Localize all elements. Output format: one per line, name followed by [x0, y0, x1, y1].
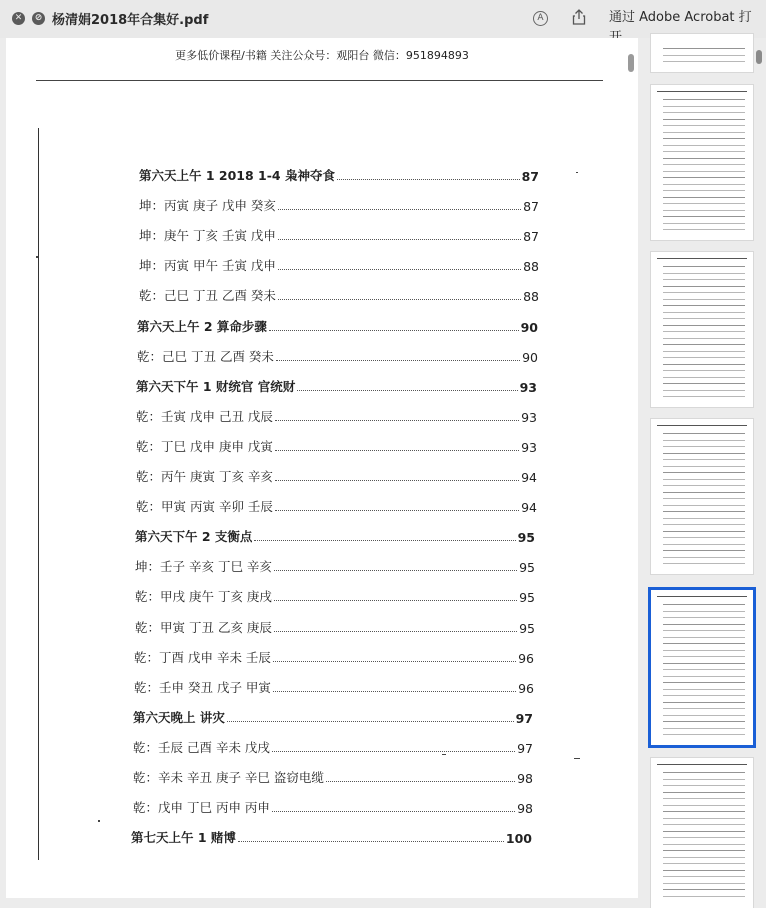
thumbnail-text-line: [663, 663, 745, 664]
toc-page-number: 97: [517, 740, 533, 756]
toc-row: [135, 555, 535, 575]
thumbnail-text-line: [663, 702, 745, 703]
toc-row: [135, 525, 535, 545]
toc-page-number: 94: [521, 500, 537, 516]
thumbnail-text-line: [663, 876, 745, 877]
toc-entry-label: 坤：庚午 丁亥 壬寅 戊申: [139, 228, 276, 244]
toc-page-number: 93: [521, 439, 537, 455]
toc-dot-leader: [297, 389, 517, 391]
thumbnail-text-line: [663, 338, 745, 339]
toc-entry-label: 第七天上午 1 赌博: [131, 830, 236, 846]
thumbnail-header-line: [657, 425, 747, 426]
toc-dot-leader: [273, 660, 516, 662]
toc-dot-leader: [326, 780, 515, 782]
thumbnail-text-line: [663, 518, 745, 519]
thumbnail-text-line: [663, 164, 745, 165]
thumbnail-text-line: [663, 708, 745, 709]
thumbnail-text-line: [663, 292, 745, 293]
thumbnail-text-line: [663, 197, 745, 198]
scan-speck: [98, 820, 100, 822]
toc-page-number: 93: [519, 379, 537, 395]
scan-speck: [442, 754, 446, 755]
thumbnail-text-line: [663, 492, 745, 493]
block-icon[interactable]: ⊘: [32, 12, 45, 25]
thumbnail-text-line: [663, 498, 745, 499]
thumbnail-text-line: [663, 364, 745, 365]
toc-row: [139, 224, 539, 244]
thumbnail-text-line: [663, 857, 745, 858]
thumbnail-text-line: [663, 273, 745, 274]
page-thumbnail[interactable]: [651, 34, 753, 72]
thumbnail-text-line: [663, 656, 745, 657]
toc-dot-leader: [278, 238, 521, 240]
thumbnail-text-line: [663, 689, 745, 690]
toc-row: [134, 676, 534, 696]
toc-row: [139, 254, 539, 274]
thumbnail-text-line: [663, 286, 745, 287]
thumbnail-text-line: [663, 216, 745, 217]
thumbnail-text-line: [663, 433, 745, 434]
toc-dot-leader: [227, 720, 514, 722]
thumbnail-text-line: [663, 312, 745, 313]
thumbnail-text-line: [663, 325, 745, 326]
thumbnail-text-line: [663, 824, 745, 825]
thumbnail-text-line: [663, 550, 745, 551]
toc-row: [135, 585, 535, 605]
thumbnail-text-line: [663, 728, 745, 729]
thumbnail-text-line: [663, 650, 745, 651]
thumbnail-text-line: [663, 106, 745, 107]
thumbnail-text-line: [663, 792, 745, 793]
page-thumbnail[interactable]: [651, 590, 753, 745]
toc-row: [137, 315, 538, 335]
thumbnail-sidebar[interactable]: [640, 38, 766, 905]
pdf-page-view[interactable]: [6, 38, 638, 898]
thumbnail-text-line: [663, 818, 745, 819]
toc-dot-leader: [274, 599, 517, 601]
toc-entry-label: 第六天下午 1 财统官 官统财: [136, 378, 296, 394]
thumbnail-text-line: [663, 505, 745, 506]
thumbnail-text-line: [663, 99, 745, 100]
thumbnail-text-line: [663, 896, 745, 897]
thumbnail-text-line: [663, 557, 745, 558]
thumbnail-text-line: [663, 357, 745, 358]
toc-entry-label: 乾：辛未 辛丑 庚子 辛巳 盗窃电缆: [133, 770, 324, 785]
toc-dot-leader: [238, 840, 504, 842]
thumbnail-text-line: [663, 544, 745, 545]
toc-dot-leader: [278, 208, 521, 210]
toc-row: [136, 405, 537, 425]
toc-dot-leader: [278, 298, 521, 300]
toc-page-number: 100: [505, 831, 532, 847]
thumbnail-text-line: [663, 883, 745, 884]
thumbnail-text-line: [663, 138, 745, 139]
thumbnail-text-line: [663, 377, 745, 378]
toc-dot-leader: [254, 539, 515, 541]
toc-page-number: 87: [521, 169, 539, 184]
thumbnail-text-line: [663, 344, 745, 345]
thumbnail-text-line: [663, 563, 745, 564]
thumbnail-text-line: [663, 511, 745, 512]
thumbnail-text-line: [663, 119, 745, 120]
thumbnail-text-line: [663, 459, 745, 460]
thumbnail-text-line: [663, 889, 745, 890]
thumbnail-text-line: [663, 624, 745, 625]
toc-row: [139, 284, 539, 304]
thumbnail-text-line: [663, 171, 745, 172]
thumbnail-header-line: [657, 258, 747, 259]
close-icon[interactable]: ✕: [12, 12, 25, 25]
thumbnail-text-line: [663, 383, 745, 384]
thumbnail-text-line: [663, 223, 745, 224]
toc-row: [131, 826, 532, 846]
thumbnail-text-line: [663, 279, 745, 280]
thumbnail-text-line: [663, 831, 745, 832]
scan-speck: [574, 758, 580, 759]
thumbnail-text-line: [663, 177, 745, 178]
thumbnail-text-line: [663, 779, 745, 780]
toc-page-number: 95: [519, 560, 535, 576]
toc-row: [133, 706, 533, 726]
toc-page-number: 94: [521, 470, 537, 485]
toc-row: [136, 435, 537, 455]
toc-entry-label: 乾：己巳 丁丑 乙酉 癸未: [139, 288, 276, 304]
thumbnail-text-line: [663, 299, 745, 300]
thumbnail-text-line: [663, 305, 745, 306]
document-scroll-thumb[interactable]: [628, 54, 634, 72]
toc-row: [136, 465, 537, 485]
toc-entry-label: 乾：壬辰 己酉 辛未 戊戌: [133, 739, 270, 755]
thumbnail-text-line: [663, 440, 745, 441]
thumbnail-text-line: [663, 669, 745, 670]
thumbnail-text-line: [663, 125, 745, 126]
toc-dot-leader: [272, 810, 515, 812]
toc-entry-label: 第六天晚上 讲灾: [133, 709, 225, 725]
thumbnail-text-line: [663, 145, 745, 146]
toc-dot-leader: [274, 630, 517, 632]
toc-row: [134, 646, 534, 666]
toc-page-number: 93: [521, 409, 537, 425]
thumbnail-text-line: [663, 721, 745, 722]
thumbnail-text-line: [663, 844, 745, 845]
thumbnail-text-line: [663, 837, 745, 838]
thumbnail-text-line: [663, 472, 745, 473]
page-header-text: 更多低价课程/书籍 关注公众号：观阳台 微信：951894893: [175, 49, 469, 62]
thumbnail-header-line: [657, 764, 747, 765]
toc-dot-leader: [272, 750, 515, 752]
thumbnail-text-line: [663, 203, 745, 204]
window-title: 杨清娟2018年合集好.pdf: [52, 13, 209, 28]
scan-speck: [576, 172, 578, 173]
thumbnail-text-line: [663, 695, 745, 696]
toc-dot-leader: [275, 419, 519, 421]
toc-entry-label: 乾：己巳 丁丑 乙酉 癸未: [137, 348, 274, 364]
toc-dot-leader: [276, 359, 520, 361]
thumbnail-text-line: [663, 604, 745, 605]
toc-page-number: 88: [523, 259, 539, 275]
toc-row: [137, 345, 538, 365]
toc-page-number: 90: [522, 349, 538, 365]
toc-entry-label: 乾：戊申 丁巳 丙申 丙申: [133, 800, 270, 816]
toc-page-number: 98: [517, 771, 533, 786]
thumbnail-text-line: [663, 112, 745, 113]
thumbnail-text-line: [663, 151, 745, 152]
thumbnail-text-line: [663, 537, 745, 538]
toc-dot-leader: [337, 178, 520, 180]
toc-entry-label: 乾：壬寅 戊申 己丑 戊辰: [136, 408, 273, 424]
thumbnail-text-line: [663, 682, 745, 683]
toc-row: [139, 194, 539, 214]
thumbnail-text-line: [663, 863, 745, 864]
toc-entry-label: 坤：丙寅 甲午 壬寅 戊申: [139, 258, 276, 274]
page-thumbnail[interactable]: [651, 85, 753, 240]
thumbnail-text-line: [663, 266, 745, 267]
thumbnail-text-line: [663, 318, 745, 319]
toc-entry-label: 坤：壬子 辛亥 丁巳 辛亥: [135, 559, 272, 575]
thumbnail-text-line: [663, 850, 745, 851]
thumbnail-text-line: [663, 611, 745, 612]
toc-entry-label: 乾：丁巳 戊申 庚申 戊寅: [136, 438, 273, 454]
share-icon[interactable]: [572, 9, 586, 29]
thumbnail-text-line: [663, 531, 745, 532]
toc-page-number: 98: [517, 801, 533, 817]
thumbnail-text-line: [663, 805, 745, 806]
toc-page-number: 97: [515, 710, 533, 726]
toc-row: [136, 375, 537, 395]
toc-entry-label: 乾：甲戌 庚午 丁亥 庚戌: [135, 589, 272, 605]
thumbnail-text-line: [663, 485, 745, 486]
thumbnail-text-line: [663, 190, 745, 191]
toc-row: [133, 736, 533, 756]
toc-page-number: 87: [523, 199, 539, 215]
thumbnail-text-line: [663, 210, 745, 211]
toc-entry-label: 坤：丙寅 庚子 戊申 癸亥: [139, 198, 276, 214]
toc-dot-leader: [273, 690, 516, 692]
toc-entry-label: 乾：丁酉 戊申 辛未 壬辰: [134, 649, 271, 665]
thumbnail-text-line: [663, 229, 745, 230]
thumbnail-text-line: [663, 132, 745, 133]
thumbnail-text-line: [663, 184, 745, 185]
page-thumbnail[interactable]: [651, 419, 753, 574]
thumbnail-text-line: [663, 617, 745, 618]
thumbnail-header-line: [657, 91, 747, 92]
thumbnail-text-line: [663, 55, 745, 56]
toc-page-number: 96: [518, 680, 534, 696]
thumbnail-text-line: [663, 370, 745, 371]
thumbnail-text-line: [663, 351, 745, 352]
toc-dot-leader: [274, 569, 517, 571]
thumbnail-text-line: [663, 798, 745, 799]
toc-dot-leader: [269, 329, 519, 331]
toc-row: [133, 766, 533, 786]
thumbnail-text-line: [663, 637, 745, 638]
toc-entry-label: 乾：丙午 庚寅 丁亥 辛亥: [136, 469, 273, 484]
toc-dot-leader: [275, 449, 519, 451]
thumbnail-text-line: [663, 630, 745, 631]
toc-row: [135, 616, 535, 636]
markup-icon[interactable]: A: [533, 11, 548, 26]
left-margin-rule: [38, 128, 39, 860]
header-rule: [36, 80, 603, 81]
toc-page-number: 95: [519, 620, 535, 636]
thumbnail-text-line: [663, 453, 745, 454]
toc-entry-label: 乾：甲寅 丙寅 辛卯 壬辰: [136, 499, 273, 515]
thumbnail-text-line: [663, 466, 745, 467]
toc-entry-label: 乾：甲寅 丁丑 乙亥 庚辰: [135, 619, 272, 635]
toc-row: [133, 796, 533, 816]
thumbnail-header-line: [657, 596, 747, 597]
thumbnail-text-line: [663, 61, 745, 62]
open-in-acrobat-button[interactable]: 通过 Adobe Acrobat 打: [609, 10, 752, 25]
thumbnail-text-line: [663, 715, 745, 716]
thumbnail-text-line: [663, 331, 745, 332]
thumbnail-text-line: [663, 811, 745, 812]
toc-dot-leader: [275, 479, 519, 481]
thumbnail-text-line: [663, 390, 745, 391]
toc-page-number: 96: [518, 650, 534, 666]
toc-page-number: 90: [520, 319, 538, 335]
toc-entry-label: 第六天下午 2 支衡点: [135, 529, 253, 545]
toc-entry-label: 乾：壬申 癸丑 戊子 甲寅: [134, 679, 271, 695]
thumbnail-text-line: [663, 524, 745, 525]
thumbnail-text-line: [663, 396, 745, 397]
thumbnail-text-line: [663, 446, 745, 447]
thumbnail-text-line: [663, 772, 745, 773]
thumbnail-text-line: [663, 676, 745, 677]
thumbnail-text-line: [663, 48, 745, 49]
thumbnail-text-line: [663, 734, 745, 735]
page-thumbnail[interactable]: [651, 252, 753, 407]
thumbnail-text-line: [663, 479, 745, 480]
title-bar: [0, 0, 766, 38]
toc-dot-leader: [275, 509, 519, 511]
sidebar-scroll-thumb[interactable]: [756, 50, 762, 64]
thumbnail-text-line: [663, 870, 745, 871]
toc-page-number: 95: [519, 590, 535, 606]
toc-dot-leader: [278, 268, 521, 270]
scan-speck: [36, 256, 38, 258]
toc-page-number: 88: [523, 289, 539, 305]
toc-row: [136, 495, 537, 515]
toc-page-number: 87: [523, 229, 539, 245]
toc-page-number: 95: [517, 530, 535, 546]
toc-row: [139, 164, 539, 184]
thumbnail-text-line: [663, 158, 745, 159]
thumbnail-text-line: [663, 643, 745, 644]
toc-entry-label: 第六天上午 2 算命步骤: [137, 318, 267, 334]
thumbnail-text-line: [663, 785, 745, 786]
toc-entry-label: 第六天上午 1 2018 1-4 枭神夺食: [139, 168, 335, 183]
page-thumbnail[interactable]: [651, 758, 753, 908]
